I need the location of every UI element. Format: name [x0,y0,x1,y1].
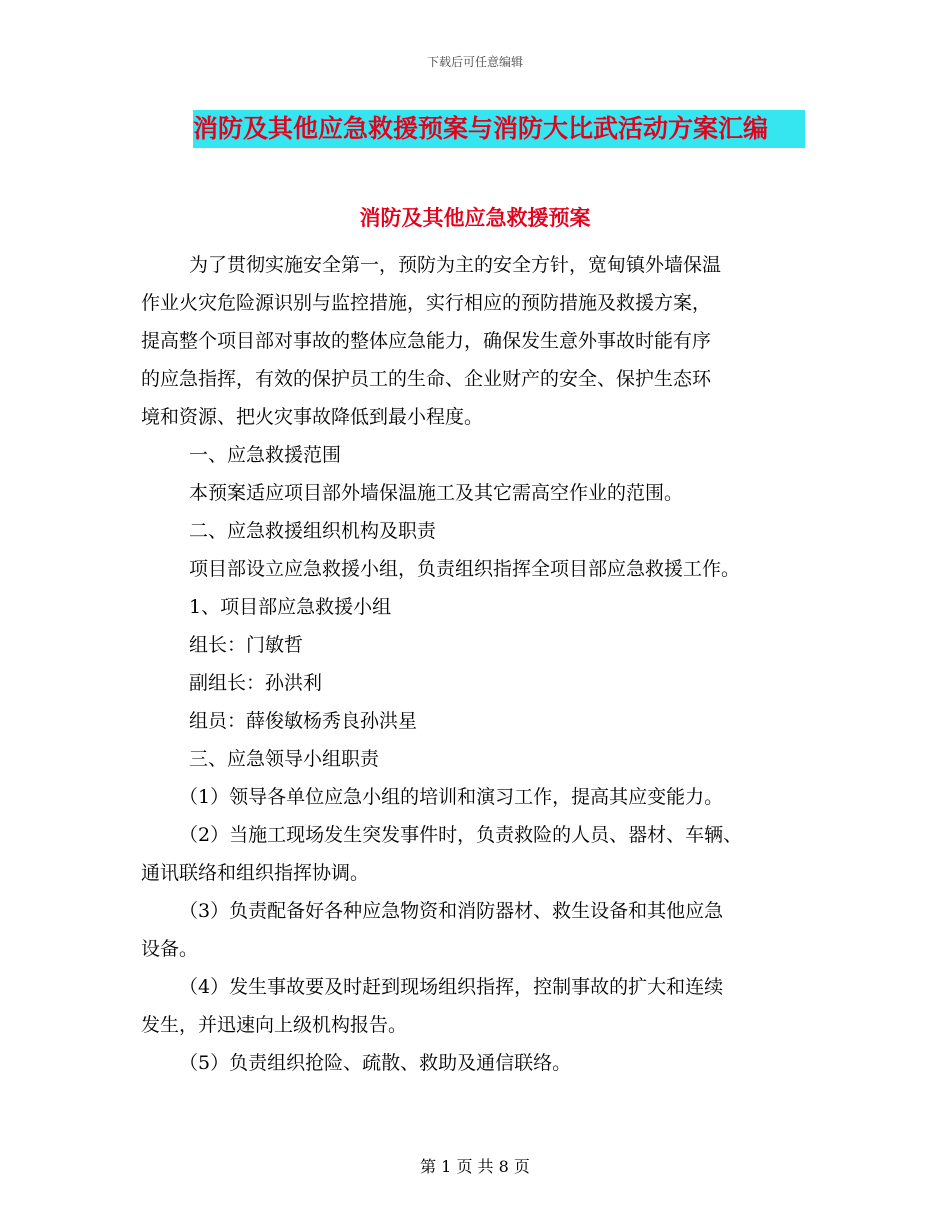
duty-item: （4）发生事故要及时赶到现场组织指挥，控制事故的扩大和连续 [179,976,724,998]
heading-duties: 三、应急领导小组职责 [189,748,380,770]
duty-item: （5）负责组织抢险、疏散、救助及通信联络。 [179,1052,572,1074]
page-footer: 第 1 页 共 8 页 [420,1157,530,1176]
team-vice-leader: 副组长：孙洪利 [189,672,323,694]
intro-line: 的应急指挥，有效的保护员工的生命、企业财产的安全、保护生态环 [141,368,712,390]
document-body [141,246,841,1082]
duty-item-cont: 通讯联络和组织指挥协调。 [141,862,370,884]
duty-item: （3）负责配备好各种应急物资和消防器材、救生设备和其他应急 [179,900,724,922]
duty-item-cont: 发生，并迅速向上级机构报告。 [141,1014,408,1036]
heading-organization: 二、应急救援组织机构及职责 [189,520,437,542]
duty-item: （1）领导各单位应急小组的培训和演习工作，提高其应变能力。 [179,786,724,808]
paragraph-scope: 本预案适应项目部外墙保温施工及其它需高空作业的范围。 [189,482,684,504]
intro-line: 境和资源、把火灾事故降低到最小程度。 [141,406,484,428]
paragraph-organization: 项目部设立应急救援小组，负责组织指挥全项目部应急救援工作。 [189,558,741,580]
team-members: 组员：薛俊敏杨秀良孙洪星 [189,710,418,732]
heading-scope: 一、应急救援范围 [189,444,342,466]
intro-line: 提高整个项目部对事故的整体应急能力，确保发生意外事故时能有序 [141,330,712,352]
section-title: 消防及其他应急救援预案 [359,206,591,230]
intro-line: 作业火灾危险源识别与监控措施，实行相应的预防措施及救援方案， [141,292,712,314]
duty-item: （2）当施工现场发生突发事件时，负责救险的人员、器材、车辆、 [179,824,743,846]
intro-line: 为了贯彻实施安全第一，预防为主的安全方针，宽甸镇外墙保温 [189,254,722,276]
team-leader: 组长：门敏哲 [189,634,304,656]
duty-item-cont: 设备。 [141,938,199,960]
header-note: 下载后可任意编辑 [426,55,523,69]
main-title: 消防及其他应急救援预案与消防大比武活动方案汇编 [193,110,805,148]
heading-rescue-team: 1、项目部应急救援小组 [189,596,392,618]
